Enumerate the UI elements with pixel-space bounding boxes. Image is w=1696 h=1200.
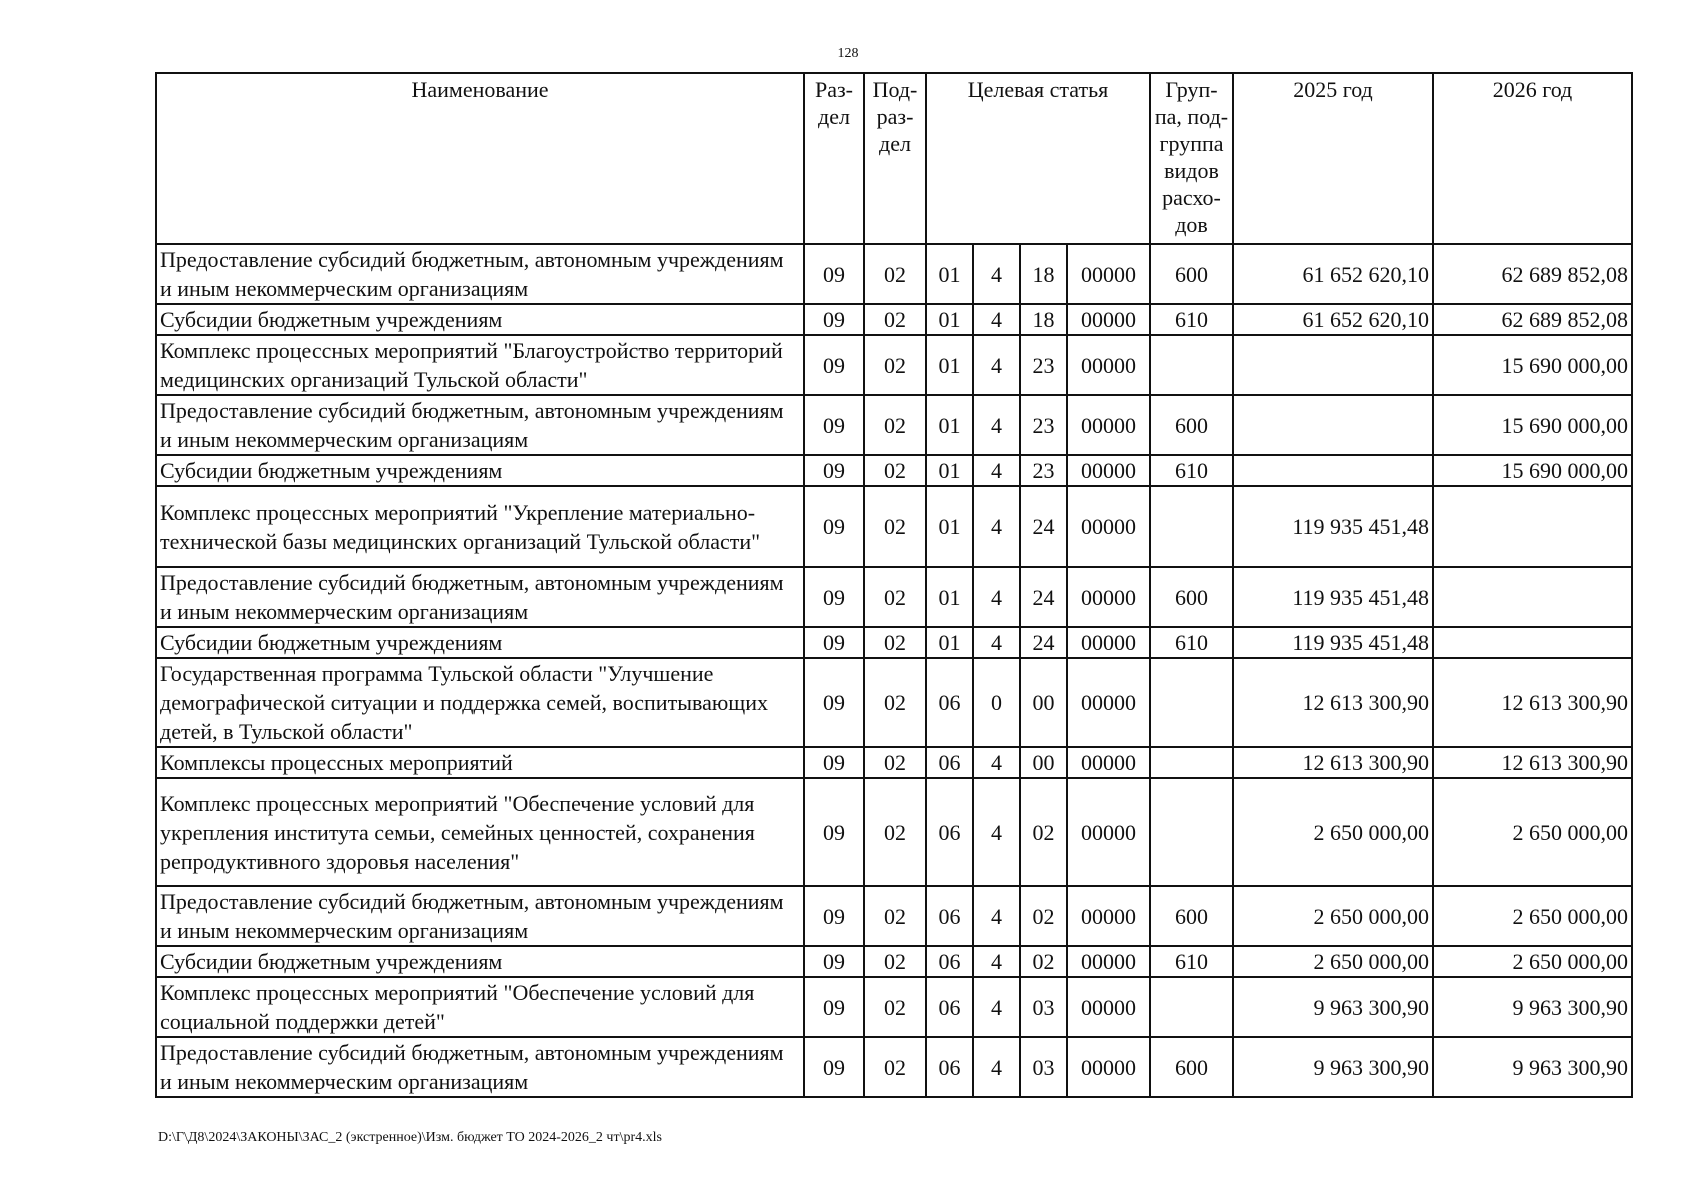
row-target-type: 4 (973, 304, 1020, 335)
header-podrazdel: Под- раз- дел (864, 73, 926, 244)
table-body (156, 244, 1632, 1097)
row-target-direction: 00000 (1067, 335, 1150, 395)
row-expense-group: 600 (1150, 395, 1233, 455)
row-target-item: 02 (1020, 778, 1067, 886)
row-razdel: 09 (804, 946, 864, 977)
row-amount-2025 (1233, 395, 1433, 455)
row-target-type: 0 (973, 658, 1020, 747)
row-amount-2026: 12 613 300,90 (1433, 658, 1632, 747)
table-row (156, 778, 1632, 886)
row-amount-2025: 2 650 000,00 (1233, 886, 1433, 946)
table-row (156, 335, 1632, 395)
table-row (156, 627, 1632, 658)
row-target-direction: 00000 (1067, 1037, 1150, 1097)
row-target-item: 18 (1020, 244, 1067, 304)
row-amount-2026: 15 690 000,00 (1433, 335, 1632, 395)
table-row (156, 886, 1632, 946)
row-target-program: 06 (926, 747, 973, 778)
row-target-type: 4 (973, 778, 1020, 886)
row-target-item: 24 (1020, 627, 1067, 658)
row-name: Субсидии бюджетным учреждениям (156, 304, 804, 335)
row-target-type: 4 (973, 747, 1020, 778)
row-podrazdel: 02 (864, 977, 926, 1037)
row-razdel: 09 (804, 778, 864, 886)
file-path-footer: D:\Г\Д8\2024\ЗАКОНЫ\ЗАС_2 (экстренное)\Изм. бюджет ТО 2024-2026_2 чт\pr4.xls (158, 1130, 662, 1145)
row-podrazdel: 02 (864, 486, 926, 567)
row-expense-group (1150, 658, 1233, 747)
row-target-item: 03 (1020, 977, 1067, 1037)
row-target-item: 18 (1020, 304, 1067, 335)
row-target-type: 4 (973, 946, 1020, 977)
row-razdel: 09 (804, 304, 864, 335)
row-name: Предоставление субсидий бюджетным, автономным учреждениям и иным некоммерческим организациям (156, 1037, 804, 1097)
row-amount-2026 (1433, 627, 1632, 658)
row-target-type: 4 (973, 567, 1020, 627)
row-target-program: 06 (926, 977, 973, 1037)
row-razdel: 09 (804, 395, 864, 455)
row-amount-2026: 9 963 300,90 (1433, 1037, 1632, 1097)
row-podrazdel: 02 (864, 747, 926, 778)
row-amount-2026 (1433, 567, 1632, 627)
row-razdel: 09 (804, 486, 864, 567)
row-name: Предоставление субсидий бюджетным, автономным учреждениям и иным некоммерческим организациям (156, 395, 804, 455)
header-target-article: Целевая статья (926, 73, 1150, 244)
row-razdel: 09 (804, 244, 864, 304)
row-target-direction: 00000 (1067, 977, 1150, 1037)
row-amount-2025: 9 963 300,90 (1233, 977, 1433, 1037)
table-row (156, 304, 1632, 335)
row-target-type: 4 (973, 335, 1020, 395)
row-target-type: 4 (973, 627, 1020, 658)
row-amount-2025: 2 650 000,00 (1233, 946, 1433, 977)
row-name: Предоставление субсидий бюджетным, автономным учреждениям и иным некоммерческим организациям (156, 244, 804, 304)
row-amount-2025: 12 613 300,90 (1233, 747, 1433, 778)
row-podrazdel: 02 (864, 1037, 926, 1097)
table-header-row (156, 73, 1632, 244)
row-expense-group (1150, 747, 1233, 778)
row-amount-2026: 62 689 852,08 (1433, 244, 1632, 304)
row-amount-2025: 119 935 451,48 (1233, 486, 1433, 567)
row-target-type: 4 (973, 486, 1020, 567)
row-target-type: 4 (973, 395, 1020, 455)
row-target-item: 00 (1020, 658, 1067, 747)
row-amount-2025: 61 652 620,10 (1233, 244, 1433, 304)
row-target-program: 01 (926, 244, 973, 304)
row-target-program: 06 (926, 946, 973, 977)
row-target-program: 06 (926, 1037, 973, 1097)
row-name: Комплекс процессных мероприятий "Обеспечение условий для социальной поддержки детей" (156, 977, 804, 1037)
row-podrazdel: 02 (864, 658, 926, 747)
row-razdel: 09 (804, 567, 864, 627)
row-amount-2025: 61 652 620,10 (1233, 304, 1433, 335)
row-amount-2026: 2 650 000,00 (1433, 778, 1632, 886)
row-razdel: 09 (804, 627, 864, 658)
row-target-direction: 00000 (1067, 486, 1150, 567)
row-razdel: 09 (804, 977, 864, 1037)
row-expense-group: 610 (1150, 304, 1233, 335)
row-podrazdel: 02 (864, 946, 926, 977)
row-target-program: 01 (926, 486, 973, 567)
row-target-type: 4 (973, 1037, 1020, 1097)
row-target-direction: 00000 (1067, 658, 1150, 747)
row-target-item: 00 (1020, 747, 1067, 778)
row-expense-group: 610 (1150, 627, 1233, 658)
row-target-direction: 00000 (1067, 304, 1150, 335)
row-podrazdel: 02 (864, 244, 926, 304)
row-expense-group: 600 (1150, 567, 1233, 627)
table-row (156, 1037, 1632, 1097)
row-target-direction: 00000 (1067, 886, 1150, 946)
row-expense-group (1150, 335, 1233, 395)
table-row (156, 658, 1632, 747)
row-target-program: 01 (926, 567, 973, 627)
row-amount-2026 (1433, 486, 1632, 567)
table-row (156, 244, 1632, 304)
table-row (156, 567, 1632, 627)
table-row (156, 486, 1632, 567)
row-target-program: 06 (926, 886, 973, 946)
row-podrazdel: 02 (864, 335, 926, 395)
row-target-direction: 00000 (1067, 946, 1150, 977)
header-name: Наименование (156, 73, 804, 244)
row-amount-2025: 2 650 000,00 (1233, 778, 1433, 886)
row-target-item: 23 (1020, 335, 1067, 395)
row-target-program: 01 (926, 304, 973, 335)
row-razdel: 09 (804, 455, 864, 486)
row-target-item: 02 (1020, 946, 1067, 977)
row-target-program: 01 (926, 335, 973, 395)
header-2025: 2025 год (1233, 73, 1433, 244)
header-expense-group: Груп- па, под- группа видов расхо- дов (1150, 73, 1233, 244)
row-target-program: 06 (926, 658, 973, 747)
page-number: 128 (837, 46, 859, 61)
row-target-item: 23 (1020, 455, 1067, 486)
row-target-type: 4 (973, 886, 1020, 946)
row-expense-group: 610 (1150, 455, 1233, 486)
table-row (156, 747, 1632, 778)
row-target-type: 4 (973, 455, 1020, 486)
row-name: Субсидии бюджетным учреждениям (156, 627, 804, 658)
row-podrazdel: 02 (864, 304, 926, 335)
row-amount-2025: 9 963 300,90 (1233, 1037, 1433, 1097)
row-target-program: 01 (926, 627, 973, 658)
row-amount-2025: 119 935 451,48 (1233, 627, 1433, 658)
row-podrazdel: 02 (864, 627, 926, 658)
row-podrazdel: 02 (864, 567, 926, 627)
row-amount-2026: 15 690 000,00 (1433, 455, 1632, 486)
row-name: Комплекс процессных мероприятий "Благоустройство территорий медицинских организаций Тульской области" (156, 335, 804, 395)
row-target-type: 4 (973, 977, 1020, 1037)
row-expense-group: 600 (1150, 1037, 1233, 1097)
header-2026: 2026 год (1433, 73, 1632, 244)
row-amount-2025 (1233, 335, 1433, 395)
row-razdel: 09 (804, 1037, 864, 1097)
row-podrazdel: 02 (864, 886, 926, 946)
row-target-direction: 00000 (1067, 455, 1150, 486)
row-name: Комплекс процессных мероприятий "Обеспечение условий для укрепления института семьи, семейных ценностей, сохранения репродуктивного здоровья населения" (156, 778, 804, 886)
row-target-program: 01 (926, 395, 973, 455)
row-amount-2026: 2 650 000,00 (1433, 886, 1632, 946)
row-target-direction: 00000 (1067, 747, 1150, 778)
row-razdel: 09 (804, 886, 864, 946)
row-target-direction: 00000 (1067, 395, 1150, 455)
row-name: Комплекс процессных мероприятий "Укрепление материально-технической базы медицинских организаций Тульской области" (156, 486, 804, 567)
budget-table (155, 72, 1633, 1098)
table-row (156, 395, 1632, 455)
row-amount-2025: 119 935 451,48 (1233, 567, 1433, 627)
row-podrazdel: 02 (864, 778, 926, 886)
row-target-direction: 00000 (1067, 244, 1150, 304)
table-row (156, 946, 1632, 977)
row-amount-2025: 12 613 300,90 (1233, 658, 1433, 747)
row-amount-2026: 9 963 300,90 (1433, 977, 1632, 1037)
row-name: Предоставление субсидий бюджетным, автономным учреждениям и иным некоммерческим организациям (156, 886, 804, 946)
row-target-direction: 00000 (1067, 778, 1150, 886)
row-name: Субсидии бюджетным учреждениям (156, 455, 804, 486)
row-name: Государственная программа Тульской области "Улучшение демографической ситуации и поддержка семей, воспитывающих детей, в Тульской области" (156, 658, 804, 747)
row-target-item: 03 (1020, 1037, 1067, 1097)
row-expense-group: 610 (1150, 946, 1233, 977)
row-expense-group (1150, 977, 1233, 1037)
row-podrazdel: 02 (864, 455, 926, 486)
header-razdel: Раз- дел (804, 73, 864, 244)
row-name: Комплексы процессных мероприятий (156, 747, 804, 778)
row-name: Предоставление субсидий бюджетным, автономным учреждениям и иным некоммерческим организациям (156, 567, 804, 627)
row-target-item: 23 (1020, 395, 1067, 455)
row-amount-2026: 2 650 000,00 (1433, 946, 1632, 977)
table-row (156, 455, 1632, 486)
row-expense-group: 600 (1150, 886, 1233, 946)
row-razdel: 09 (804, 747, 864, 778)
row-amount-2026: 12 613 300,90 (1433, 747, 1632, 778)
row-target-type: 4 (973, 244, 1020, 304)
row-target-program: 01 (926, 455, 973, 486)
row-razdel: 09 (804, 335, 864, 395)
row-razdel: 09 (804, 658, 864, 747)
row-amount-2026: 15 690 000,00 (1433, 395, 1632, 455)
table-row (156, 977, 1632, 1037)
row-target-program: 06 (926, 778, 973, 886)
row-target-item: 24 (1020, 486, 1067, 567)
row-target-item: 24 (1020, 567, 1067, 627)
row-target-direction: 00000 (1067, 627, 1150, 658)
row-target-item: 02 (1020, 886, 1067, 946)
row-amount-2025 (1233, 455, 1433, 486)
row-expense-group: 600 (1150, 244, 1233, 304)
row-expense-group (1150, 486, 1233, 567)
row-amount-2026: 62 689 852,08 (1433, 304, 1632, 335)
row-expense-group (1150, 778, 1233, 886)
row-podrazdel: 02 (864, 395, 926, 455)
row-target-direction: 00000 (1067, 567, 1150, 627)
row-name: Субсидии бюджетным учреждениям (156, 946, 804, 977)
